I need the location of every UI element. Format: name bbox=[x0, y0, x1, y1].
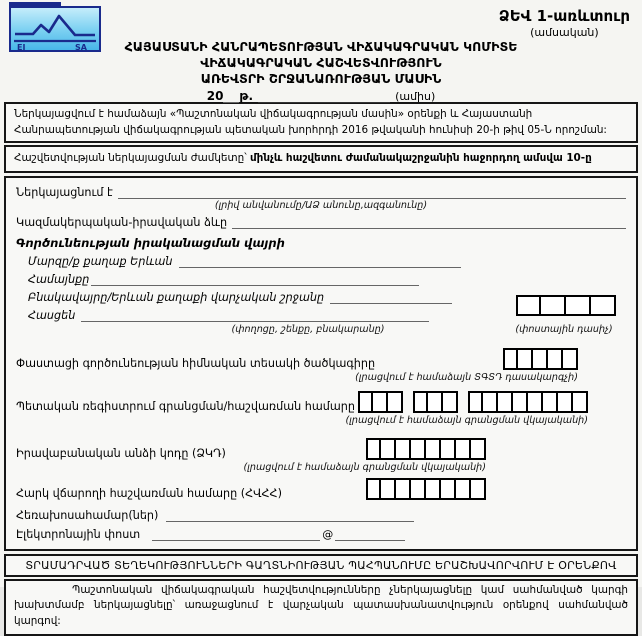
input-cell[interactable] bbox=[456, 438, 471, 460]
legal-form-row bbox=[16, 216, 626, 229]
form-periodicity: (ամսական) bbox=[530, 26, 599, 39]
input-cell[interactable] bbox=[566, 295, 591, 316]
form-code-title: ՁԵՎ 1-առևտուր bbox=[498, 7, 630, 25]
org-line-subject: ԱՌԵՎՏՐԻ ՇՐՋԱՆԱՌՈՒԹՅԱՆ ՄԱՍԻՆ bbox=[200, 71, 442, 87]
input-cell[interactable] bbox=[411, 438, 426, 460]
input-cell[interactable] bbox=[573, 391, 588, 413]
input-cell[interactable] bbox=[533, 348, 548, 370]
input-cell[interactable] bbox=[373, 391, 388, 413]
email-domain-input-line[interactable] bbox=[335, 528, 405, 541]
org-line-report: ՎԻՃԱԿԱԳՐԱԿԱՆ ՀԱՇՎԵՏՎՈՒԹՅՈՒՆ bbox=[200, 55, 442, 71]
marz-label: Մարզը/ք քաղաք Երևան bbox=[28, 254, 173, 268]
input-cell[interactable] bbox=[563, 348, 578, 370]
input-cell[interactable] bbox=[441, 478, 456, 500]
legal-basis-text: Ներկայացվում է համաձայն «Պաշտոնական վիճակագրության մասին» օրենքի և Հայաստանի Հանրապետության վիճակագրության պետական խորհրդի 2016 թվականի հունիսի 20-ի թիվ 05-Ն որոշման: bbox=[14, 108, 607, 136]
presenter-row bbox=[16, 186, 626, 199]
legal-entity-code-row bbox=[16, 438, 626, 460]
email-row bbox=[16, 528, 626, 541]
liability-notice: Պաշտոնական վիճակագրական հաշվետվությունները չներկայացնելը կամ սահմանված կարգի խախտմամբ ներկայացնելը՝ առաջացնում է վարչական պատասխանատվություն օրենքով սահմանված կարգով: bbox=[4, 579, 638, 636]
input-cell[interactable] bbox=[441, 438, 456, 460]
year-suffix: թ. bbox=[239, 89, 254, 103]
legal-entity-code-cells bbox=[366, 438, 486, 460]
form-code-block bbox=[499, 7, 630, 39]
registry-number-row bbox=[16, 391, 626, 413]
input-cell[interactable] bbox=[468, 391, 483, 413]
registry-cells-group-3 bbox=[468, 391, 588, 413]
input-cell[interactable] bbox=[471, 438, 486, 460]
input-cell[interactable] bbox=[591, 295, 616, 316]
input-cell[interactable] bbox=[396, 478, 411, 500]
activity-code-cells bbox=[503, 348, 578, 370]
tin-label: Հարկ վճարողի հաշվառման համարը (ՀՎՀՀ) bbox=[16, 486, 282, 500]
tin-cells bbox=[366, 478, 486, 500]
community-label: Համայնքը bbox=[28, 272, 90, 286]
respondent-info-box bbox=[4, 176, 638, 551]
presenter-input-line[interactable] bbox=[118, 186, 626, 199]
marz-row bbox=[28, 255, 626, 268]
input-cell[interactable] bbox=[543, 391, 558, 413]
input-cell[interactable] bbox=[456, 478, 471, 500]
legal-basis-notice bbox=[4, 102, 638, 143]
org-line-committee: ՀԱՅԱՍՏԱՆԻ ՀԱՆՐԱՊԵՏՈՒԹՅԱՆ ՎԻՃԱԿԱԳՐԱԿԱՆ ԿՈՄԻՏԵ bbox=[124, 39, 518, 54]
deadline-notice bbox=[4, 145, 638, 173]
registry-label: Պետական ռեգիստրում գրանցման/հաշվառման համարը bbox=[16, 399, 355, 413]
input-cell[interactable] bbox=[366, 478, 381, 500]
month-input-line[interactable] bbox=[258, 91, 390, 103]
input-cell[interactable] bbox=[411, 478, 426, 500]
input-cell[interactable] bbox=[516, 295, 541, 316]
input-cell[interactable] bbox=[518, 348, 533, 370]
location-section-heading: Գործունեության իրականացման վայրի bbox=[16, 235, 285, 250]
input-cell[interactable] bbox=[443, 391, 458, 413]
community-row bbox=[28, 273, 626, 286]
legal-form-label: Կազմակերպական-իրավական ձևը bbox=[16, 215, 228, 229]
address-label: Հասցեն bbox=[28, 308, 76, 322]
input-cell[interactable] bbox=[381, 478, 396, 500]
location-hints bbox=[28, 324, 626, 338]
logo-top-bar bbox=[9, 2, 61, 8]
address-hint: (փողոցը, շենքը, բնակարանը) bbox=[231, 323, 385, 335]
postal-code-hint: (փոստային դասիչ) bbox=[515, 323, 613, 335]
location-section bbox=[16, 255, 626, 338]
logo-letters-left: EI bbox=[17, 43, 26, 52]
input-cell[interactable] bbox=[366, 438, 381, 460]
deadline-prefix: Հաշվետվության ներկայացման ժամկետը՝ bbox=[14, 152, 250, 165]
registry-cell-groups bbox=[358, 391, 588, 413]
input-cell[interactable] bbox=[498, 391, 513, 413]
community-input-line[interactable] bbox=[91, 273, 419, 286]
email-local-input-line[interactable] bbox=[152, 528, 320, 541]
phone-row bbox=[16, 509, 626, 522]
year-input-line[interactable] bbox=[223, 90, 239, 103]
input-cell[interactable] bbox=[528, 391, 543, 413]
legal-entity-code-hint: (լրացվում է համաձայն գրանցման վկայականի) bbox=[243, 461, 486, 473]
input-cell[interactable] bbox=[428, 391, 443, 413]
input-cell[interactable] bbox=[558, 391, 573, 413]
marz-input-line[interactable] bbox=[179, 255, 461, 268]
input-cell[interactable] bbox=[388, 391, 403, 413]
phone-label: Հեռախոսահամար(ներ) bbox=[16, 508, 159, 522]
input-cell[interactable] bbox=[381, 438, 396, 460]
legal-form-input-line[interactable] bbox=[232, 216, 626, 229]
logo-letters-right: SA bbox=[75, 43, 87, 52]
email-at-sign: @ bbox=[322, 527, 334, 541]
organization-title bbox=[4, 39, 638, 87]
year-prefix: 20 bbox=[206, 89, 224, 103]
input-cell[interactable] bbox=[426, 478, 441, 500]
input-cell[interactable] bbox=[483, 391, 498, 413]
report-date-line bbox=[4, 89, 638, 103]
input-cell[interactable] bbox=[471, 478, 486, 500]
deadline-bold: մինչև հաշվետու ժամանակաշրջանին հաջորդող ամսվա 10-ը bbox=[250, 152, 592, 165]
input-cell[interactable] bbox=[503, 348, 518, 370]
activity-code-row bbox=[16, 348, 626, 370]
legal-entity-code-label: Իրավաբանական անձի կոդը (ՁԿԴ) bbox=[16, 446, 226, 460]
input-cell[interactable] bbox=[541, 295, 566, 316]
input-cell[interactable] bbox=[396, 438, 411, 460]
input-cell[interactable] bbox=[426, 438, 441, 460]
settlement-label: Բնակավայրը/Երևան քաղաքի վարչական շրջանը bbox=[28, 290, 325, 304]
input-cell[interactable] bbox=[513, 391, 528, 413]
input-cell[interactable] bbox=[413, 391, 428, 413]
form-header bbox=[4, 2, 638, 102]
phone-input-line[interactable] bbox=[166, 509, 414, 522]
registry-cells-group-1 bbox=[358, 391, 403, 413]
registry-cells-group-2 bbox=[413, 391, 458, 413]
presenter-hint: (լրիվ անվանումը/ԱՁ անունը,ազգանունը) bbox=[214, 199, 428, 211]
settlement-input-line[interactable] bbox=[330, 291, 452, 304]
activity-hint: (լրացվում է համաձայն ՏԳՏԴ դասակարգչի) bbox=[355, 371, 578, 383]
tin-row bbox=[16, 478, 626, 500]
month-label: (ամիս) bbox=[395, 90, 436, 103]
activity-label: Փաստացի գործունեության հիմնական տեսակի ծածկագիրը bbox=[16, 356, 376, 370]
confidentiality-band: ՏՐԱՄԱԴՐՎԱԾ ՏԵՂԵԿՈՒԹՅՈՒՆՆԵՐԻ ԳԱՂՏՆԻՈՒԹՅԱՆ ՊԱՀՊԱՆՈՒՄԸ ԵՐԱՇԽԱՎՈՐՎՈՒՄ Է ՕՐԵՆՔՈՎ bbox=[4, 554, 638, 577]
postal-code-cells bbox=[516, 295, 616, 316]
presenter-label: Ներկայացնում է bbox=[16, 185, 113, 199]
input-cell[interactable] bbox=[358, 391, 373, 413]
address-input-line[interactable] bbox=[81, 309, 429, 322]
registry-hint: (լրացվում է համաձայն գրանցման վկայականի) bbox=[345, 414, 588, 426]
email-label: Էլեկտրոնային փոստ bbox=[16, 527, 141, 541]
input-cell[interactable] bbox=[548, 348, 563, 370]
